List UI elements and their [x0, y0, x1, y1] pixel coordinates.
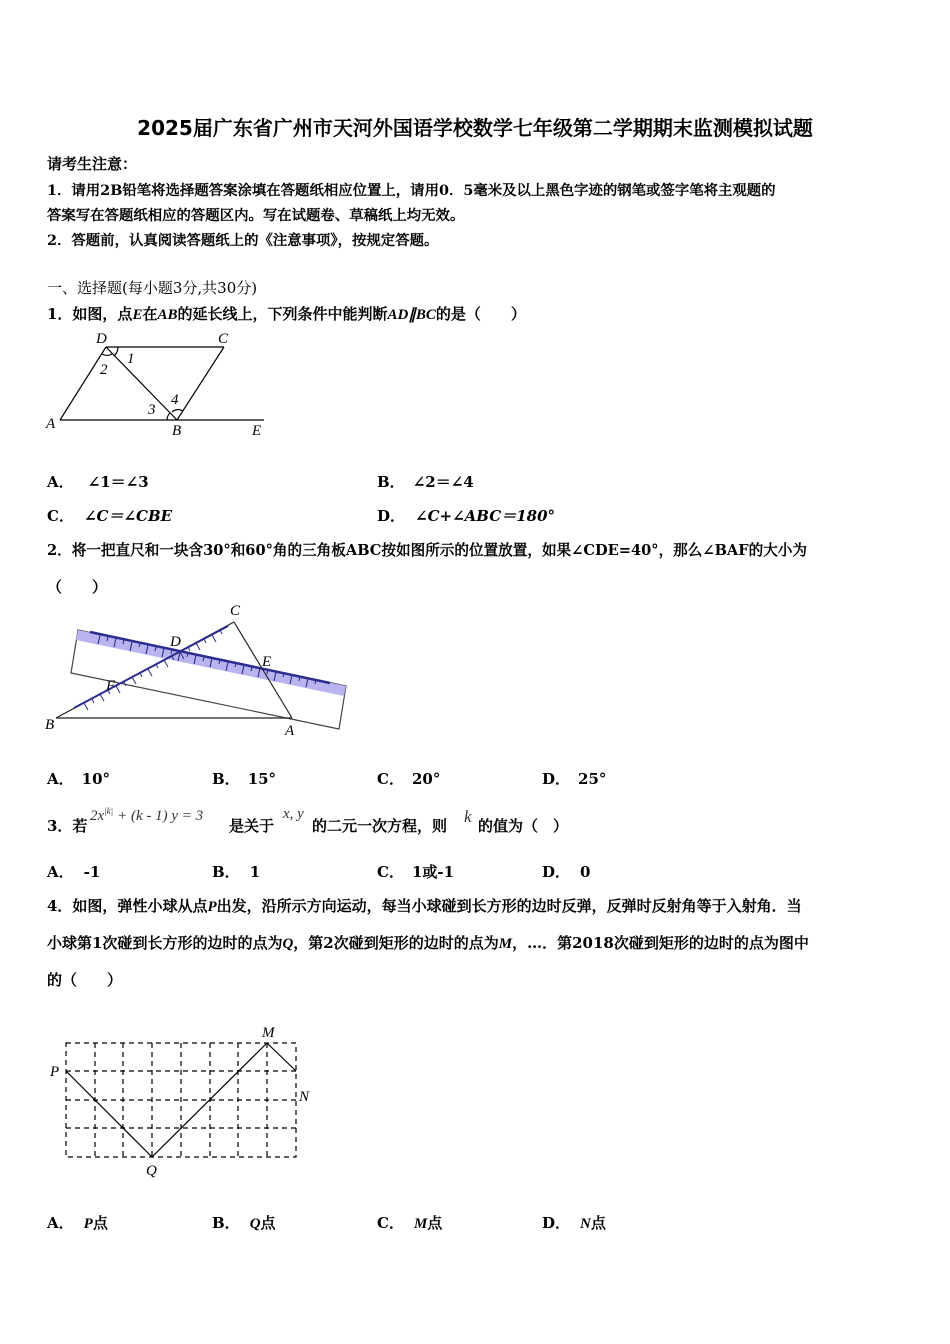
question-4-figure	[40, 1015, 330, 1185]
q3-option-b[interactable]: B． 1	[212, 863, 261, 881]
q3-k: k	[464, 807, 472, 826]
fig1-label-C: C	[218, 331, 229, 347]
q3-option-d[interactable]: D． 0	[542, 863, 591, 881]
page-title: 2025届广东省广州市天河外国语学校数学七年级第二学期期末监测模拟试题	[137, 116, 813, 140]
fig2-label-B: B	[45, 717, 55, 733]
q3-vars: x, y	[283, 806, 304, 822]
q1-option-a[interactable]: A． ∠1＝∠3	[47, 473, 149, 491]
q2-option-d[interactable]: D． 25°	[542, 770, 607, 788]
question-1-figure	[40, 325, 280, 440]
fig4-label-N: N	[299, 1089, 310, 1105]
fig4-label-P: P	[50, 1064, 60, 1080]
q3-equation: $2x^{|k|} + (k - 1) y = 3$	[90, 806, 204, 824]
fig2-label-F: F	[106, 678, 116, 694]
notice-heading: 请考生注意：	[47, 155, 138, 173]
fig1-label-1: 1	[127, 351, 135, 367]
q4-option-d[interactable]: D． N点	[542, 1214, 606, 1232]
q3-mid-text: 是关于	[229, 817, 275, 835]
q1-option-d[interactable]: D． ∠C+∠ABC＝180°	[377, 507, 556, 525]
q3-option-c[interactable]: C． 1或-1	[377, 863, 455, 881]
fig4-label-M: M	[262, 1025, 275, 1041]
fig2-label-A: A	[285, 723, 295, 739]
fig1-label-E: E	[252, 423, 262, 439]
q1-option-b[interactable]: B． ∠2＝∠4	[377, 473, 474, 491]
q3-text-d: 的值为（ ）	[478, 817, 569, 835]
question-2-stem-a: 2．将一把直尺和一块含30°和60°角的三角板ABC按如图所示的位置放置，如果∠CDE=40°，那么∠BAF的大小为	[47, 542, 807, 559]
notice-item1-b: 答案写在答题纸相应的答题区内。写在试题卷、草稿纸上均无效。	[47, 207, 465, 224]
question-2-figure	[40, 600, 360, 740]
question-4-line3: 的（ ）	[47, 971, 123, 989]
question-3-stem: 3．若	[47, 817, 88, 835]
q1-option-c[interactable]: C． ∠C＝∠CBE	[47, 507, 173, 525]
q2-option-c[interactable]: C． 20°	[377, 770, 441, 788]
notice-item2: 2．答题前，认真阅读答题纸上的《注意事项》，按规定答题。	[47, 232, 439, 249]
q2-option-a[interactable]: A． 10°	[47, 770, 111, 788]
q2-option-b[interactable]: B． 15°	[212, 770, 277, 788]
question-2-stem-b: （ ）	[47, 578, 108, 596]
fig2-label-C: C	[230, 603, 241, 619]
fig1-label-3: 3	[148, 402, 156, 418]
fig1-label-4: 4	[171, 392, 179, 408]
notice-item1-a: 1．请用2B铅笔将选择题答案涂填在答题纸相应位置上，请用0．5毫米及以上黑色字迹的钢笔或签字笔将主观题的	[47, 182, 776, 199]
section-heading: 一、选择题(每小题3分,共30分)	[47, 279, 258, 297]
q3-option-a[interactable]: A． -1	[47, 863, 101, 881]
fig1-label-D: D	[96, 331, 107, 347]
q4-option-b[interactable]: B． Q点	[212, 1214, 276, 1232]
q3-text-c: 的二元一次方程，则	[312, 817, 448, 835]
question-1-stem: 1．如图，点E在AB的延长线上，下列条件中能判断AD∥BC的是（ ）	[47, 305, 526, 323]
fig1-label-2: 2	[100, 362, 108, 378]
fig4-label-Q: Q	[146, 1163, 157, 1179]
fig1-label-B: B	[172, 423, 182, 439]
q4-option-c[interactable]: C． M点	[377, 1214, 443, 1232]
fig2-label-E: E	[262, 654, 272, 670]
question-4-line2: 小球第1次碰到长方形的边时的点为Q，第2次碰到矩形的边时的点为M，…．第2018次碰到矩形的边时的点为图中	[47, 934, 809, 952]
q4-option-a[interactable]: A． P点	[47, 1214, 108, 1232]
fig2-label-D: D	[170, 634, 181, 650]
fig1-label-A: A	[46, 416, 56, 432]
question-4-line1: 4．如图，弹性小球从点P出发，沿所示方向运动，每当小球碰到长方形的边时反弹，反弹时反射角等于入射角．当	[47, 897, 802, 915]
